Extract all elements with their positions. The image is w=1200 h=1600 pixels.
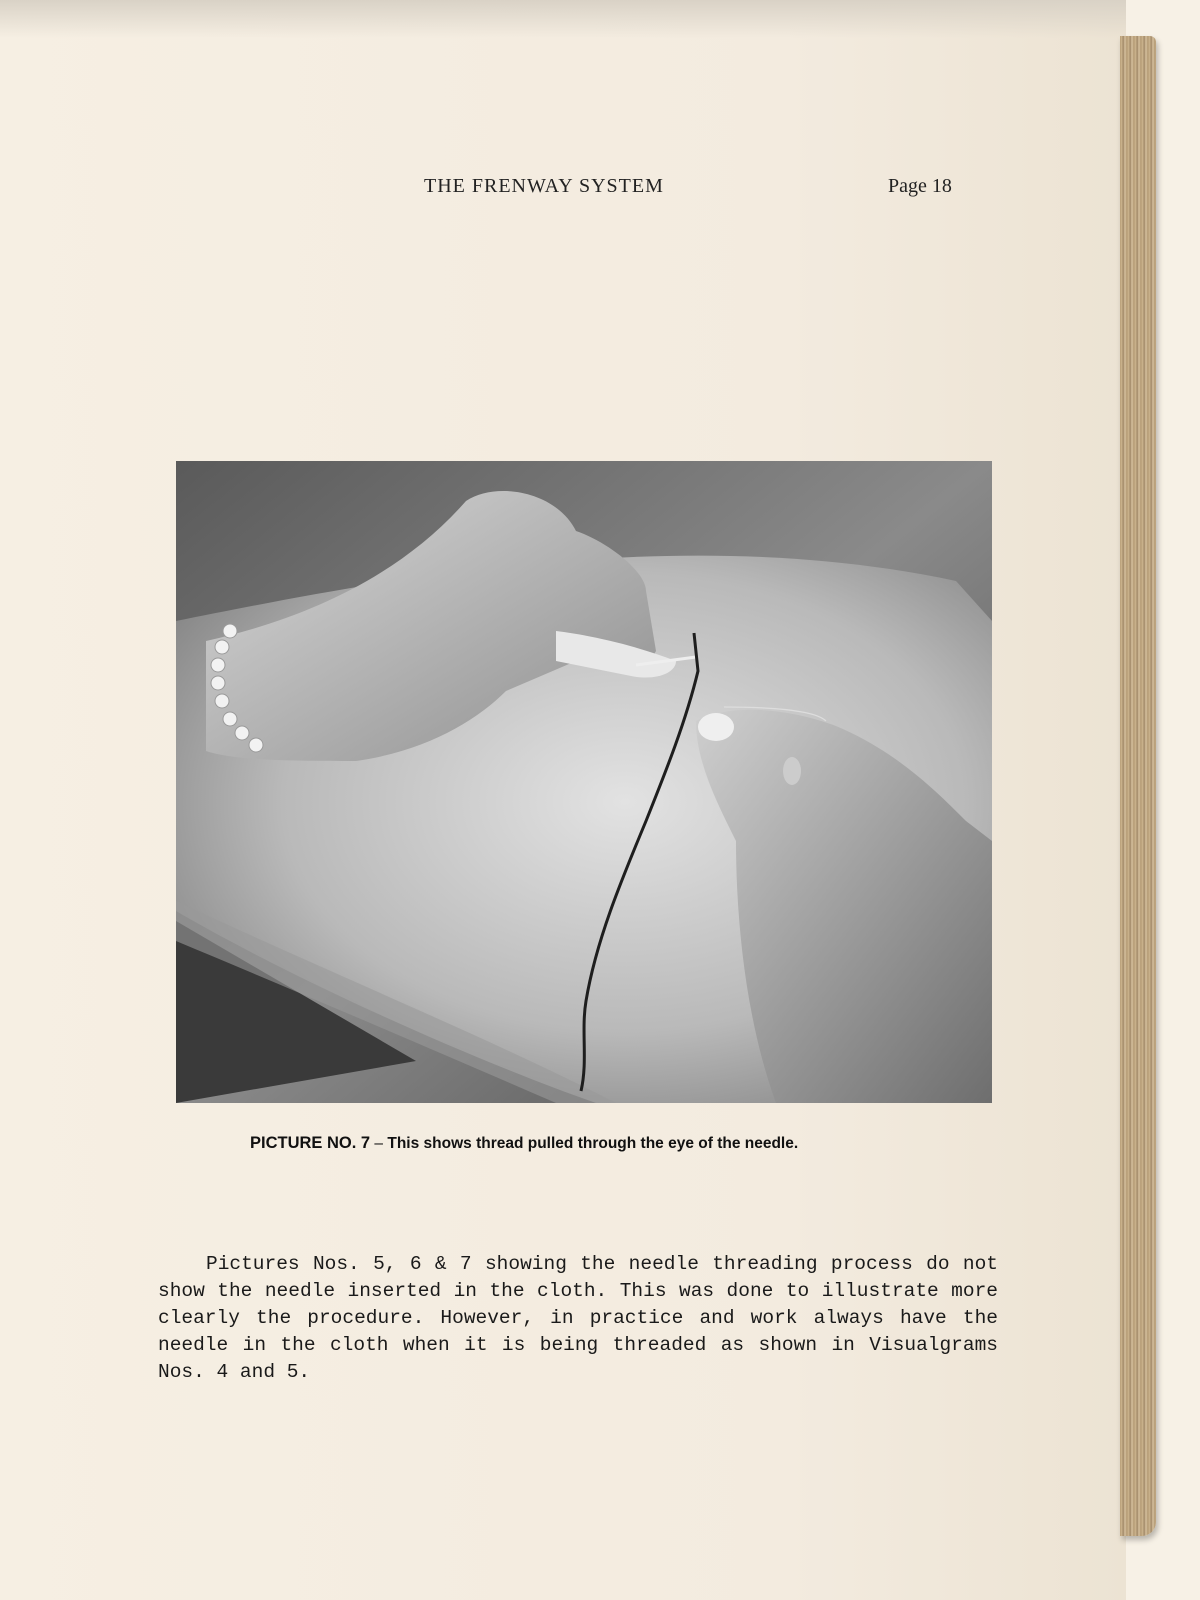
caption-separator: – bbox=[374, 1135, 384, 1152]
page-number: Page 18 bbox=[888, 175, 952, 197]
page-shadow bbox=[0, 0, 1126, 38]
page-edges bbox=[1120, 36, 1156, 1536]
caption-text: This shows thread pulled through the eye of the needle. bbox=[387, 1135, 799, 1152]
figure-caption bbox=[250, 1134, 950, 1153]
body-paragraph: Pictures Nos. 5, 6 & 7 showing the needle threading process do not show the needle inserted in the cloth. This was done to illustrate more clearly the procedure. However, in practice and work always have the needle in the cloth when it is being threaded as shown in Visualgrams Nos. 4 and 5. bbox=[158, 1252, 998, 1383]
running-title: THE FRENWAY SYSTEM bbox=[424, 175, 664, 197]
photo-illustration bbox=[176, 461, 992, 1103]
photograph-hands-threading-needle bbox=[176, 461, 992, 1103]
caption-label: PICTURE NO. 7 bbox=[250, 1134, 371, 1152]
